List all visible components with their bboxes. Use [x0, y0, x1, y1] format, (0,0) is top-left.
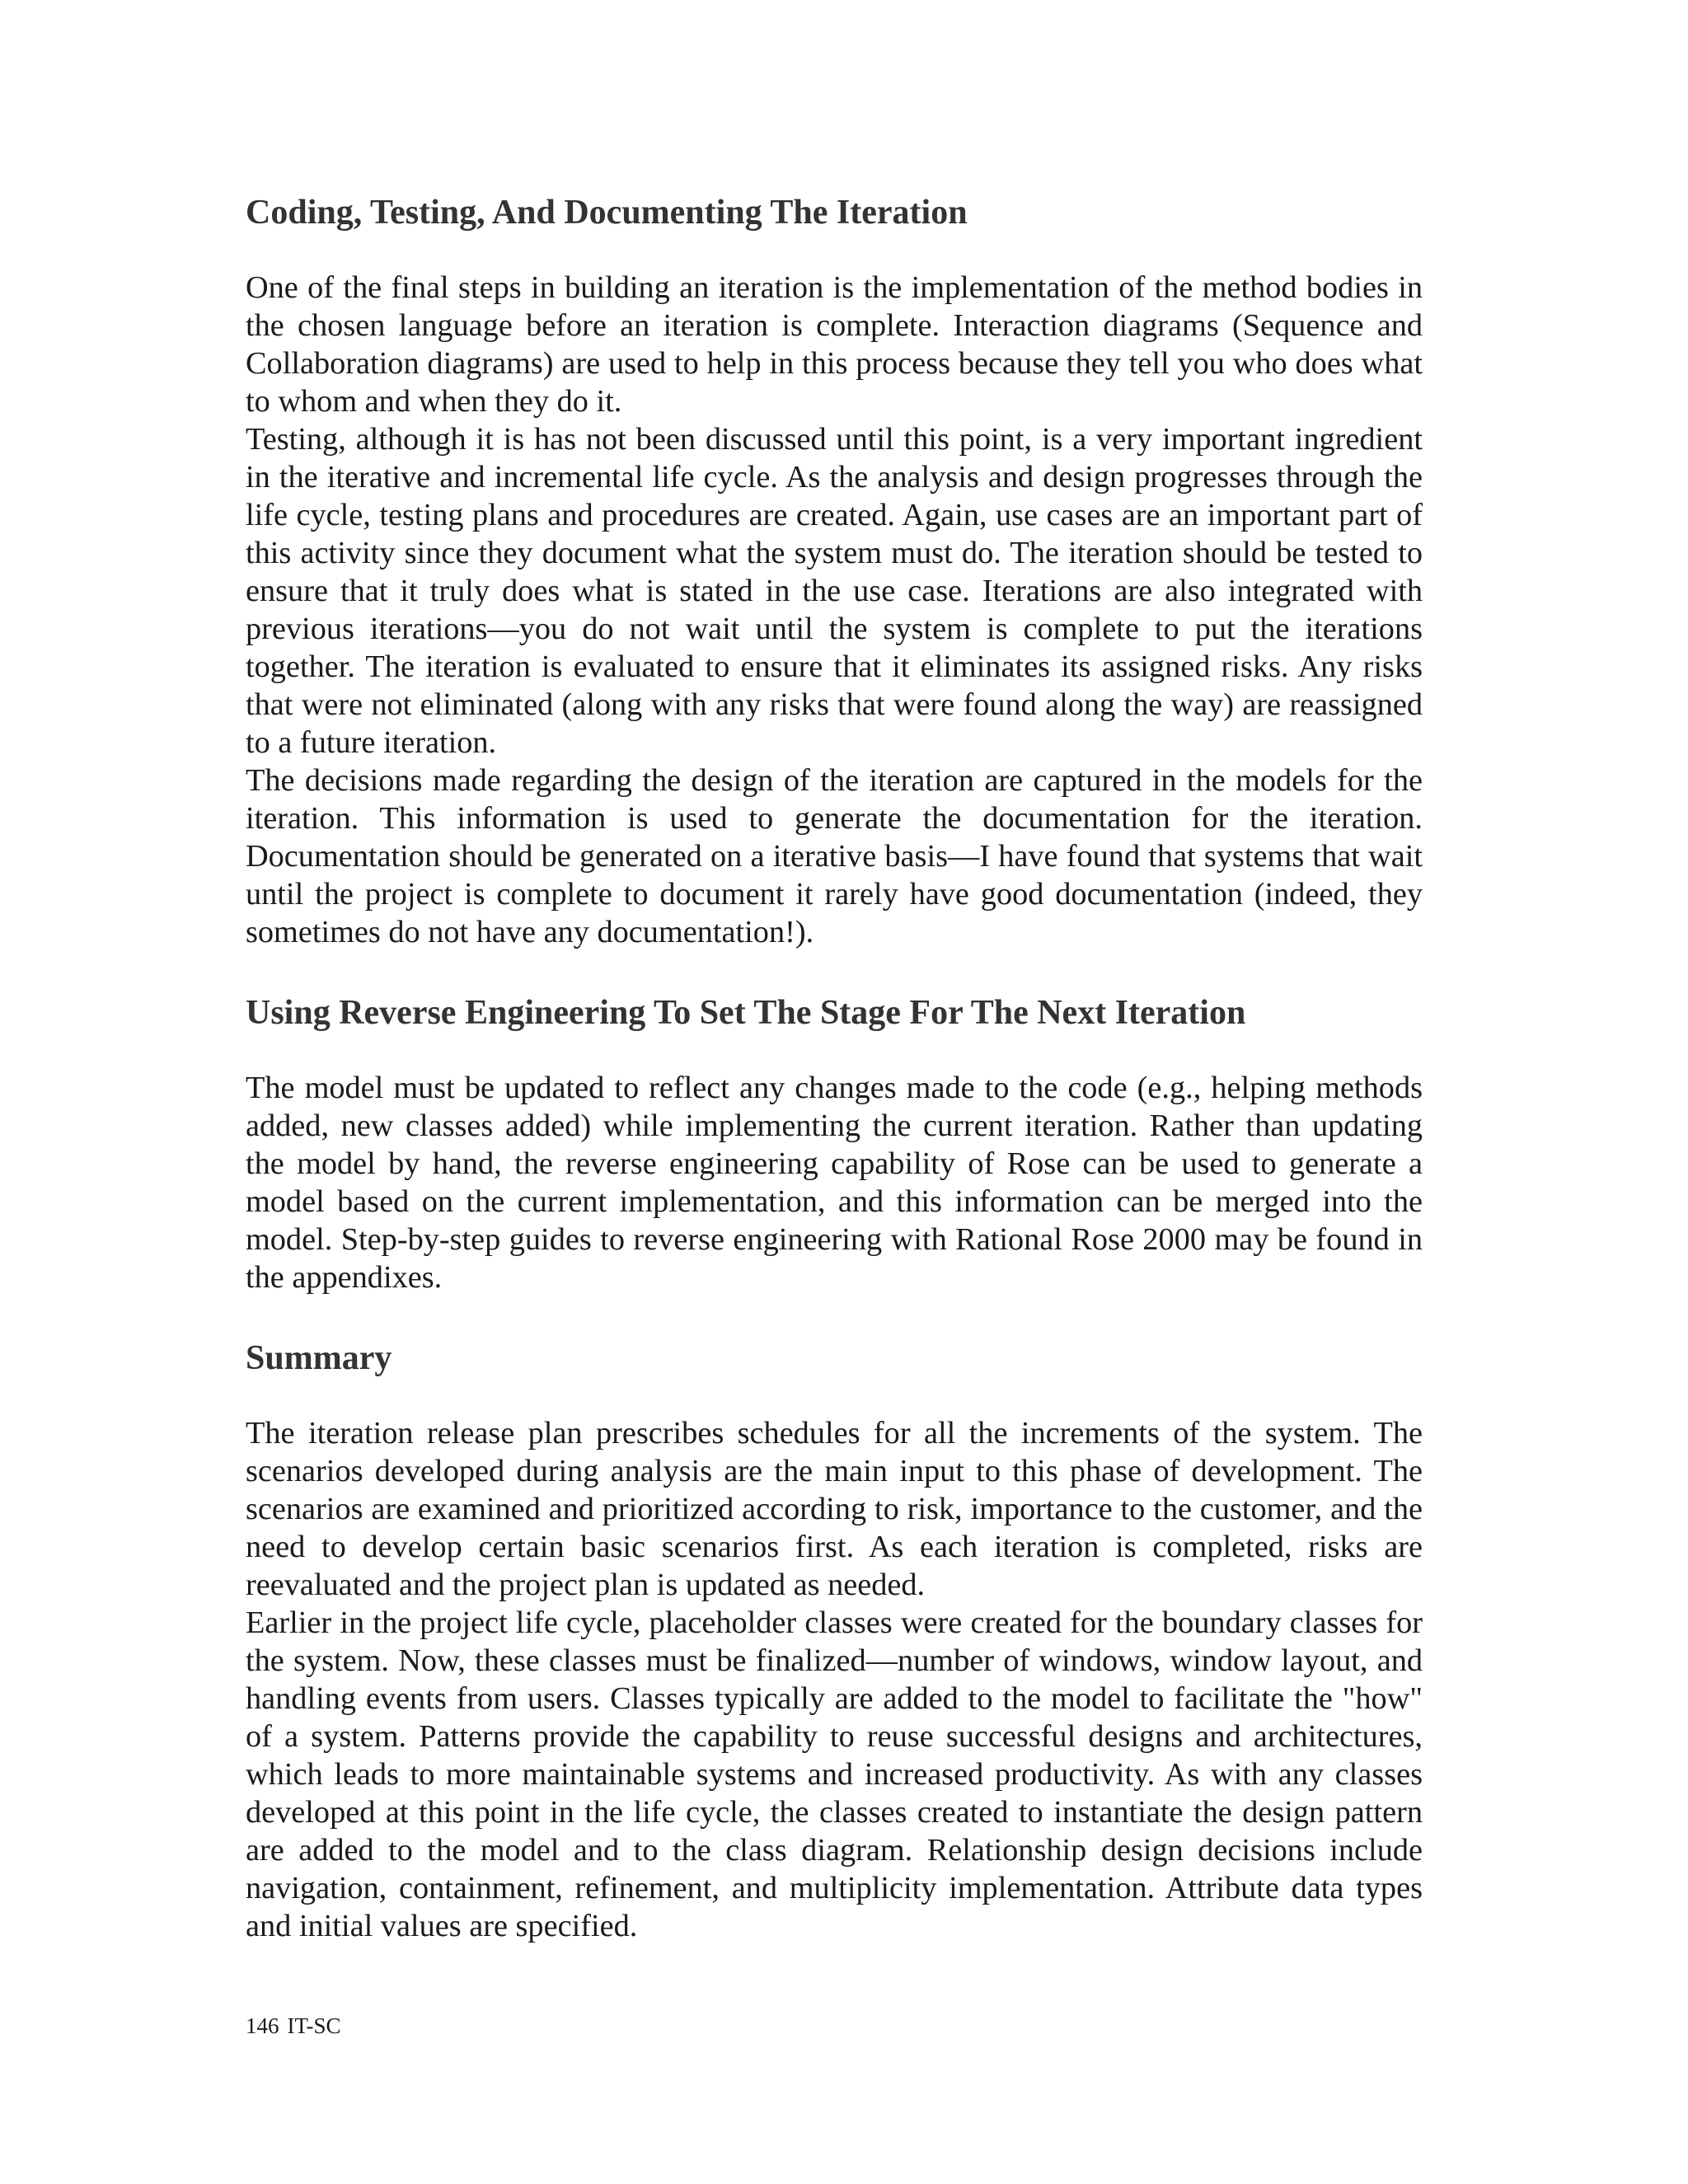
page-content	[246, 191, 1423, 1945]
section-heading: Coding, Testing, And Documenting The Iteration	[246, 194, 968, 232]
section-body	[246, 1414, 1423, 1945]
paragraph: Testing, although it is has not been discussed until this point, is a very important ingredient in the iterative and incremental life cycle. As the analysis and design progresses through the life cycle, testing plans and procedures are created. Again, use cases are an important part of this activity since they document what the system must do. The iteration should be tested to ensure that it truly does what is stated in the use case. Iterations are also integrated with previous iterations—you do not wait until the system is complete to put the iterations together. The iteration is evaluated to ensure that it eliminates its assigned risks. Any risks that were not eliminated (along with any risks that were found along the way) are reassigned to a future iteration.	[246, 422, 1423, 760]
section-heading: Using Reverse Engineering To Set The Stage For The Next Iteration	[246, 994, 1246, 1032]
paragraph: One of the final steps in building an iteration is the implementation of the method bodies in the chosen language before an iteration is complete. Interaction diagrams (Sequence and Collaboration diagrams) are used to help in this process because they tell you who does what to whom and when they do it.	[246, 270, 1423, 419]
paragraph: Earlier in the project life cycle, placeholder classes were created for the boundary classes for the system. Now, these classes must be finalized—number of windows, window layout, and handling events from users. Classes typically are added to the model to facilitate the "how" of a system. Patterns provide the capability to reuse successful designs and architectures, which leads to more maintainable systems and increased productivity. As with any classes developed at this point in the life cycle, the classes created to instantiate the design pattern are added to the model and to the class diagram. Relationship design decisions include navigation, containment, refinement, and multiplicity implementation. Attribute data types and initial values are specified.	[246, 1605, 1423, 1943]
paragraph: The decisions made regarding the design of the iteration are captured in the models for the iteration. This information is used to generate the documentation for the iteration. Documentation should be generated on a iterative basis—I have found that systems that wait until the project is complete to document it rarely have good documentation (indeed, they sometimes do not have any documentation!).	[246, 763, 1423, 949]
section-body	[246, 1069, 1423, 1296]
section-heading: Summary	[246, 1339, 392, 1377]
section-body	[246, 269, 1423, 951]
section-summary	[246, 1337, 1423, 1945]
section-reverse-engineering	[246, 991, 1423, 1296]
paragraph: The iteration release plan prescribes schedules for all the increments of the system. The scenarios developed during analysis are the main input to this phase of development. The scenarios are examined and prioritized according to risk, importance to the customer, and the need to develop certain basic scenarios first. As each iteration is completed, risks are reevaluated and the project plan is updated as needed.	[246, 1416, 1423, 1602]
paragraph: The model must be updated to reflect any changes made to the code (e.g., helping methods added, new classes added) while implementing the current iteration. Rather than updating the model by hand, the reverse engineering capability of Rose can be used to generate a model based on the current implementation, and this information can be merged into the model. Step-by-step guides to reverse engineering with Rational Rose 2000 may be found in the appendixes.	[246, 1071, 1423, 1295]
page-footer	[246, 2013, 341, 2039]
page-number: 146	[246, 2013, 279, 2038]
footer-label: IT-SC	[287, 2013, 341, 2038]
section-coding-testing-documenting	[246, 191, 1423, 951]
